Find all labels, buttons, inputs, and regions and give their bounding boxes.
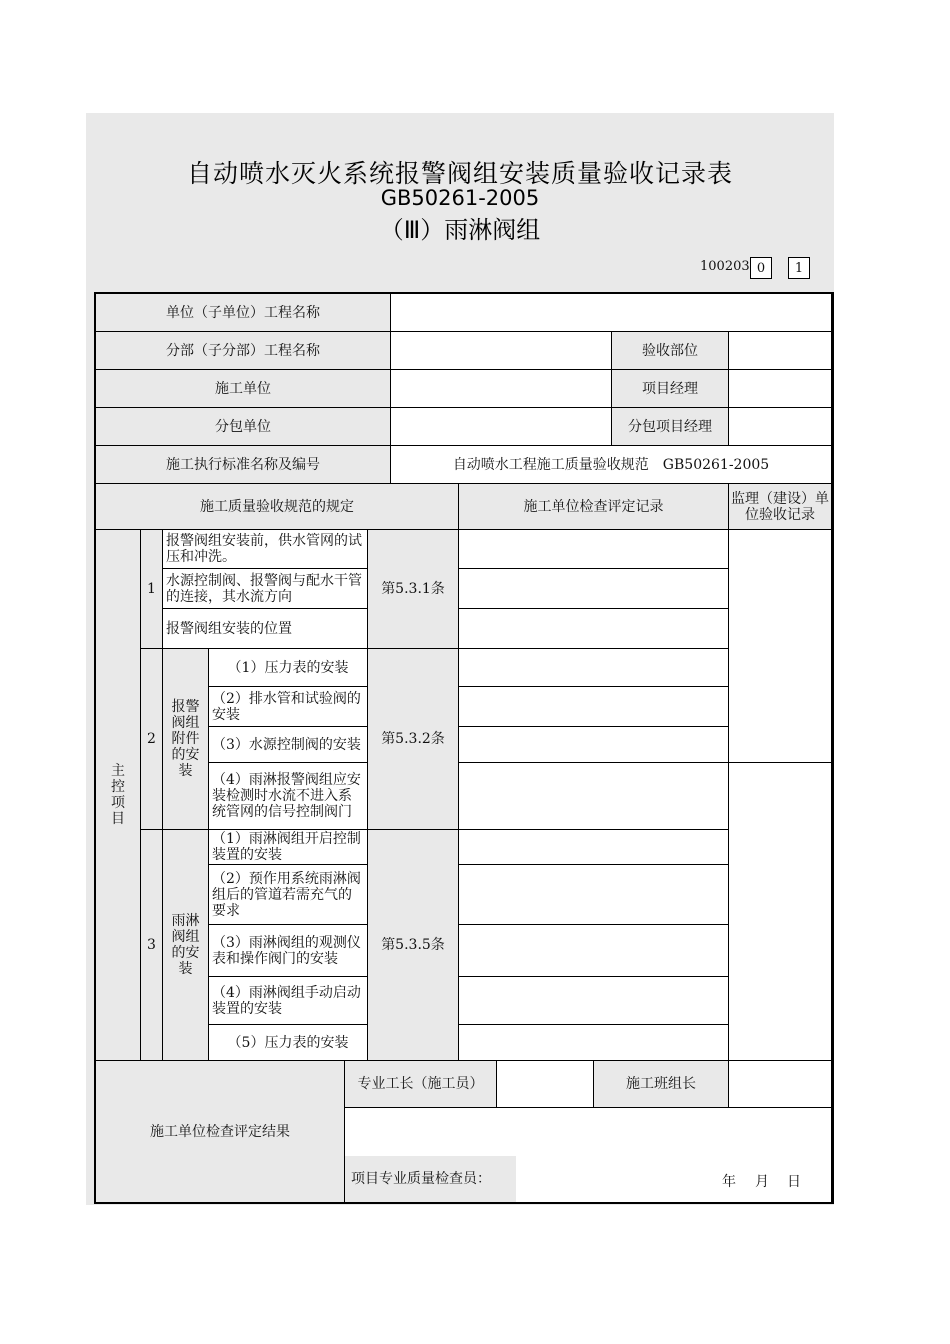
form-code-box-1[interactable]: 0 bbox=[750, 257, 772, 279]
inspector-signature-field[interactable] bbox=[516, 1156, 716, 1202]
group-3-item-5 bbox=[209, 1025, 368, 1061]
record-column-header: 施工单位检查评定记录 bbox=[459, 484, 729, 530]
sub-manager-label: 分包项目经理 bbox=[612, 408, 729, 446]
record-g1-r2[interactable] bbox=[459, 569, 729, 609]
group-2-item-1-text: （1）压力表的安装 bbox=[227, 659, 349, 676]
group-1-item-3-text: 报警阀组安装的位置 bbox=[166, 620, 292, 637]
group-2-category bbox=[163, 649, 209, 830]
form-title: 自动喷水灭火系统报警阀组安装质量验收记录表 bbox=[186, 159, 733, 188]
date-month: 月 bbox=[755, 1174, 769, 1190]
form-standard-code: GB50261-2005 bbox=[380, 186, 540, 210]
subcontractor-field[interactable] bbox=[391, 408, 612, 446]
record-g2-r3[interactable] bbox=[459, 727, 729, 763]
group-3-item-3 bbox=[209, 925, 368, 977]
group-2-item-2-text: （2）排水管和试验阀的安装 bbox=[212, 690, 361, 723]
team-leader-field[interactable] bbox=[729, 1061, 832, 1108]
record-g2-r1[interactable] bbox=[459, 649, 729, 687]
group-2-item-3-text: （3）水源控制阀的安装 bbox=[212, 736, 361, 753]
group-2-clause: 第5.3.2条 bbox=[368, 649, 459, 830]
group-3-item-1 bbox=[209, 830, 368, 865]
sub-project-label: 分部（子分部）工程名称 bbox=[96, 332, 391, 370]
unit-project-field[interactable] bbox=[391, 294, 832, 332]
date-day: 日 bbox=[787, 1174, 801, 1190]
supervisor-column-header-text: 监理（建设）单位验收记录 bbox=[731, 490, 829, 523]
construction-unit-label: 施工单位 bbox=[96, 370, 391, 408]
record-g3-r4[interactable] bbox=[459, 977, 729, 1025]
project-manager-label: 项目经理 bbox=[612, 370, 729, 408]
group-3-item-2 bbox=[209, 865, 368, 925]
unit-project-label: 单位（子单位）工程名称 bbox=[96, 294, 391, 332]
record-g1-r3[interactable] bbox=[459, 609, 729, 649]
record-g3-r3[interactable] bbox=[459, 925, 729, 977]
record-g3-r1[interactable] bbox=[459, 830, 729, 865]
group-3-item-5-text: （5）压力表的安装 bbox=[227, 1034, 349, 1051]
record-g2-r2[interactable] bbox=[459, 687, 729, 727]
record-g2-r4[interactable] bbox=[459, 763, 729, 830]
group-3-number: 3 bbox=[141, 830, 163, 1061]
group-1-item-1 bbox=[163, 530, 368, 569]
group-3-item-2-text: （2）预作用系统雨淋阀组后的管道若需充气的要求 bbox=[212, 870, 361, 919]
construction-unit-field[interactable] bbox=[391, 370, 612, 408]
group-3-item-4 bbox=[209, 977, 368, 1025]
group-2-item-2 bbox=[209, 687, 368, 727]
group-1-clause: 第5.3.1条 bbox=[368, 530, 459, 649]
group-1-item-2-text: 水源控制阀、报警阀与配水干管的连接，其水流方向 bbox=[166, 572, 362, 605]
group-1-item-2 bbox=[163, 569, 368, 609]
form-subtitle: （Ⅲ）雨淋阀组 bbox=[379, 216, 541, 244]
record-g1-r1[interactable] bbox=[459, 530, 729, 569]
group-2-item-4-text: （4）雨淋报警阀组应安装检测时水流不进入系统管网的信号控制阀门 bbox=[212, 772, 361, 820]
record-g3-r5[interactable] bbox=[459, 1025, 729, 1061]
group-3-item-4-text: （4）雨淋阀组手动启动装置的安装 bbox=[212, 984, 361, 1017]
foreman-field[interactable] bbox=[497, 1061, 594, 1108]
form-code-prefix: 100203 bbox=[700, 259, 750, 274]
group-3-category-text: 雨淋阀组的安装 bbox=[171, 913, 200, 977]
result-field[interactable] bbox=[345, 1108, 832, 1156]
sub-manager-field[interactable] bbox=[729, 408, 832, 446]
group-1-number: 1 bbox=[141, 530, 163, 649]
group-1-item-1-text: 报警阀组安装前，供水管网的试压和冲洗。 bbox=[166, 533, 362, 565]
group-2-category-text: 报警阀组附件的安装 bbox=[171, 699, 200, 779]
main-control-label-text: 主控项目 bbox=[111, 763, 125, 827]
standard-value: 自动喷水工程施工质量验收规范 GB50261-2005 bbox=[391, 446, 832, 484]
supervisor-record-lower[interactable] bbox=[729, 763, 832, 1061]
foreman-label: 专业工长（施工员） bbox=[345, 1061, 497, 1108]
sub-project-field[interactable] bbox=[391, 332, 612, 370]
acceptance-part-field[interactable] bbox=[729, 332, 832, 370]
group-3-category bbox=[163, 830, 209, 1061]
group-1-item-3 bbox=[163, 609, 368, 649]
group-2-number: 2 bbox=[141, 649, 163, 830]
group-3-item-3-text: （3）雨淋阀组的观测仪表和操作阀门的安装 bbox=[212, 934, 361, 967]
group-3-clause: 第5.3.5条 bbox=[368, 830, 459, 1061]
group-3-item-1-text: （1）雨淋阀组开启控制装置的安装 bbox=[212, 831, 361, 863]
inspector-label: 项目专业质量检查员： bbox=[345, 1156, 516, 1202]
project-manager-field[interactable] bbox=[729, 370, 832, 408]
record-g3-r2[interactable] bbox=[459, 865, 729, 925]
spec-column-header: 施工质量验收规范的规定 bbox=[96, 484, 459, 530]
subcontractor-label: 分包单位 bbox=[96, 408, 391, 446]
supervisor-column-header bbox=[729, 484, 832, 530]
group-2-item-3 bbox=[209, 727, 368, 763]
acceptance-part-label: 验收部位 bbox=[612, 332, 729, 370]
group-2-item-1 bbox=[209, 649, 368, 687]
standard-label: 施工执行标准名称及编号 bbox=[96, 446, 391, 484]
result-label: 施工单位检查评定结果 bbox=[96, 1061, 345, 1202]
main-control-label bbox=[96, 530, 141, 1061]
supervisor-record-upper[interactable] bbox=[729, 530, 832, 763]
team-leader-label: 施工班组长 bbox=[594, 1061, 729, 1108]
form-code-box-2[interactable]: 1 bbox=[788, 257, 810, 279]
group-2-item-4 bbox=[209, 763, 368, 830]
date-year: 年 bbox=[722, 1174, 736, 1190]
